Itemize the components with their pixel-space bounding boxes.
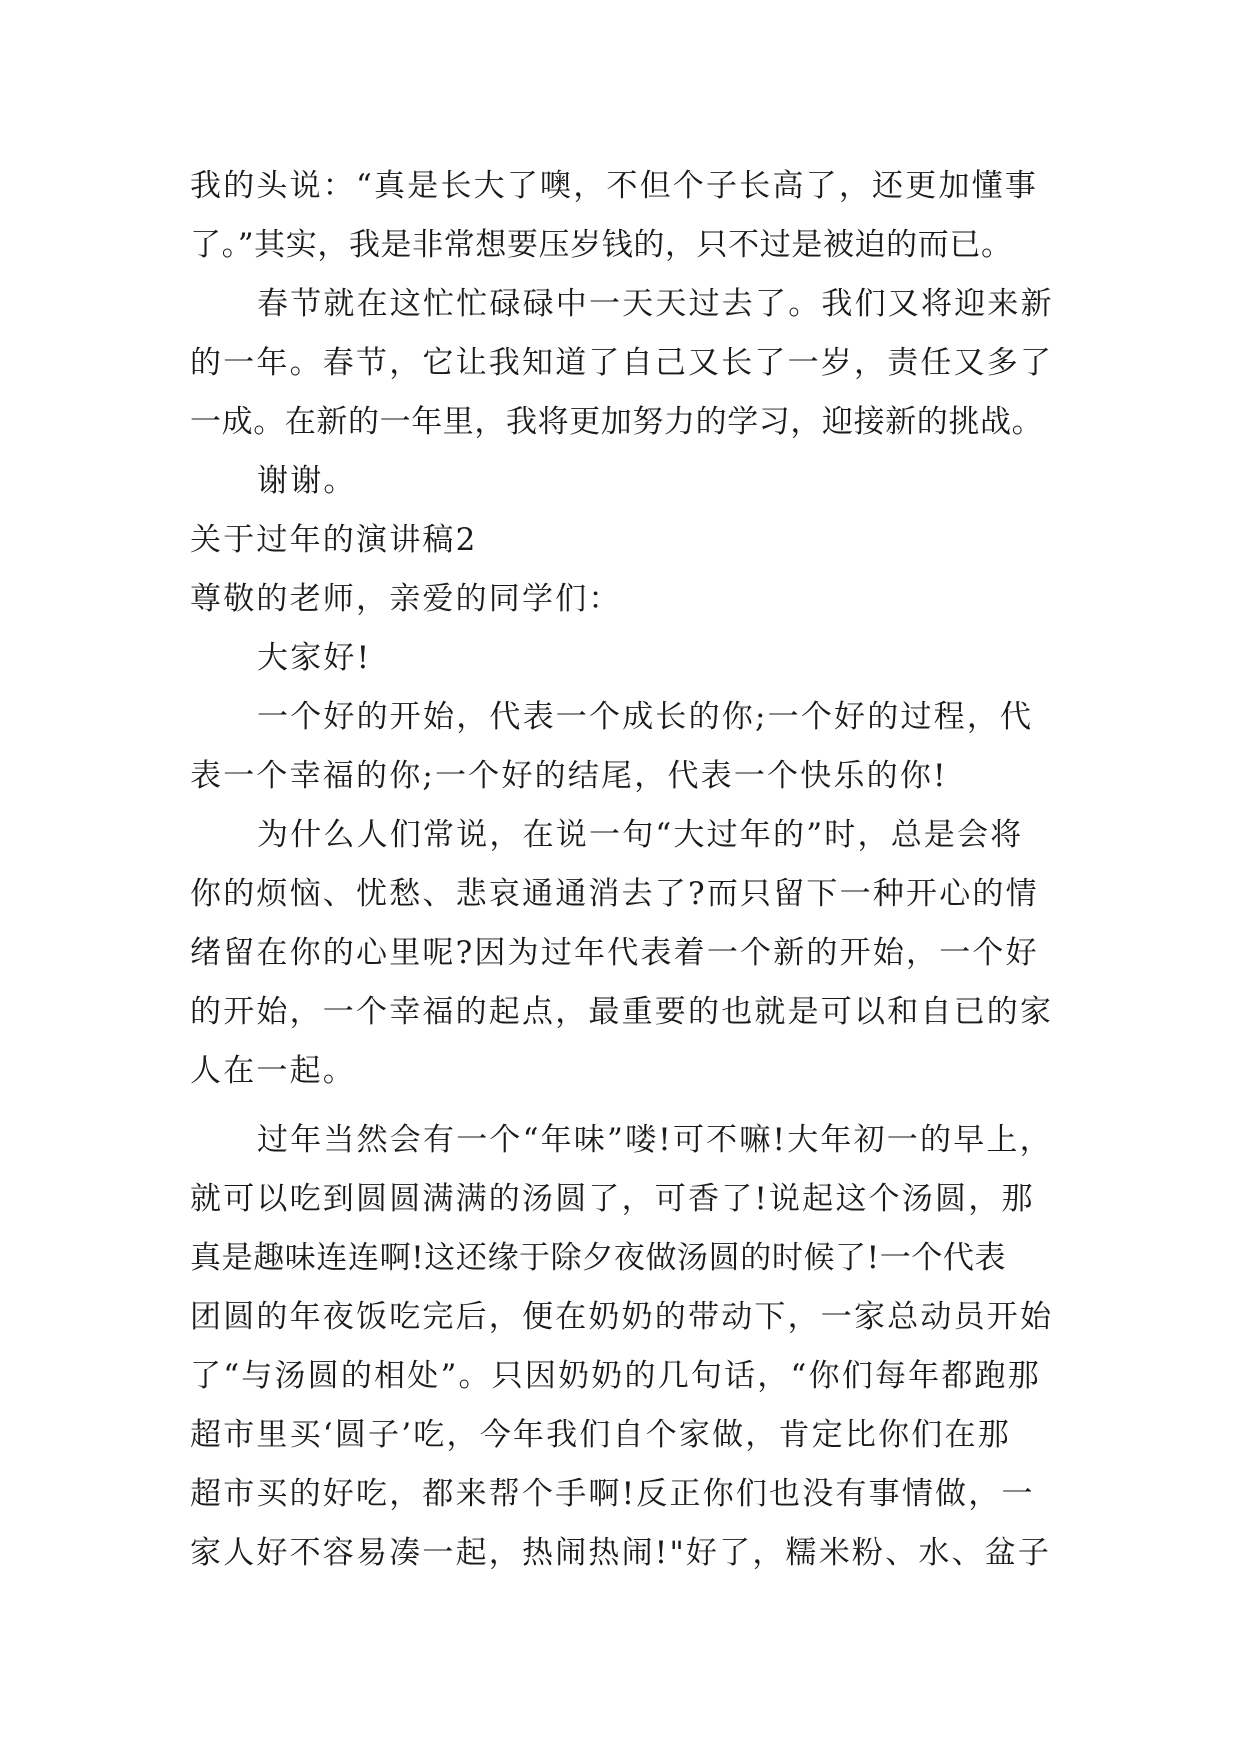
body-text-line: 为什么人们常说，在说一句“大过年的”时，总是会将 [257, 817, 1024, 853]
body-text-line: 绪留在你的心里呢?因为过年代表着一个新的开始，一个好 [190, 935, 1039, 971]
salutation: 尊敬的老师，亲爱的同学们： [190, 581, 622, 617]
body-text-line: 家人好不容易凑一起，热闹热闹!"好了，糯米粉、水、盆子 [190, 1535, 1052, 1571]
body-text-line: 我的头说：“真是长大了噢，不但个子长高了，还更加懂事 [190, 168, 1039, 204]
body-text-line: 一个好的开始，代表一个成长的你;一个好的过程，代 [257, 699, 1034, 735]
body-text-line: 的开始，一个幸福的起点，最重要的也就是可以和自已的家 [190, 994, 1054, 1030]
body-text-line: 了。”其实，我是非常想要压岁钱的，只不过是被迫的而已。 [190, 227, 1013, 263]
body-text-line: 真是趣味连连啊!这还缘于除夕夜做汤圆的时候了!一个代表 [190, 1240, 1007, 1276]
body-text-line: 过年当然会有一个“年味”喽!可不嘛!大年初一的早上， [257, 1122, 1053, 1158]
body-text-line: 团圆的年夜饭吃完后，便在奶奶的带动下，一家总动员开始 [190, 1299, 1054, 1335]
body-text-line: 的一年。春节，它让我知道了自己又长了一岁，责任又多了 [190, 345, 1054, 381]
body-text-line: 了“与汤圆的相处”。只因奶奶的几句话，“你们每年都跑那 [190, 1358, 1041, 1394]
body-text-line: 人在一起。 [190, 1053, 356, 1089]
body-text-line: 春节就在这忙忙碌碌中一天天过去了。我们又将迎来新 [257, 286, 1054, 322]
body-text-line: 超市里买‘圆子’吃，今年我们自个家做，肯定比你们在那 [190, 1417, 1011, 1453]
body-text-line: 一成。在新的一年里，我将更加努力的学习，迎接新的挑战。 [190, 404, 1044, 440]
greeting: 大家好! [257, 640, 372, 676]
body-text-line: 就可以吃到圆圆满满的汤圆了，可香了!说起这个汤圆，那 [190, 1181, 1035, 1217]
section-heading: 关于过年的演讲稿2 [190, 522, 478, 558]
body-text-line: 超市买的好吃，都来帮个手啊!反正你们也没有事情做，一 [190, 1476, 1035, 1512]
body-text-line: 表一个幸福的你;一个好的结尾，代表一个快乐的你! [190, 758, 948, 794]
body-text-line: 谢谢。 [257, 463, 357, 499]
body-text-line: 你的烦恼、忧愁、悲哀通通消去了?而只留下一种开心的情 [190, 876, 1039, 912]
